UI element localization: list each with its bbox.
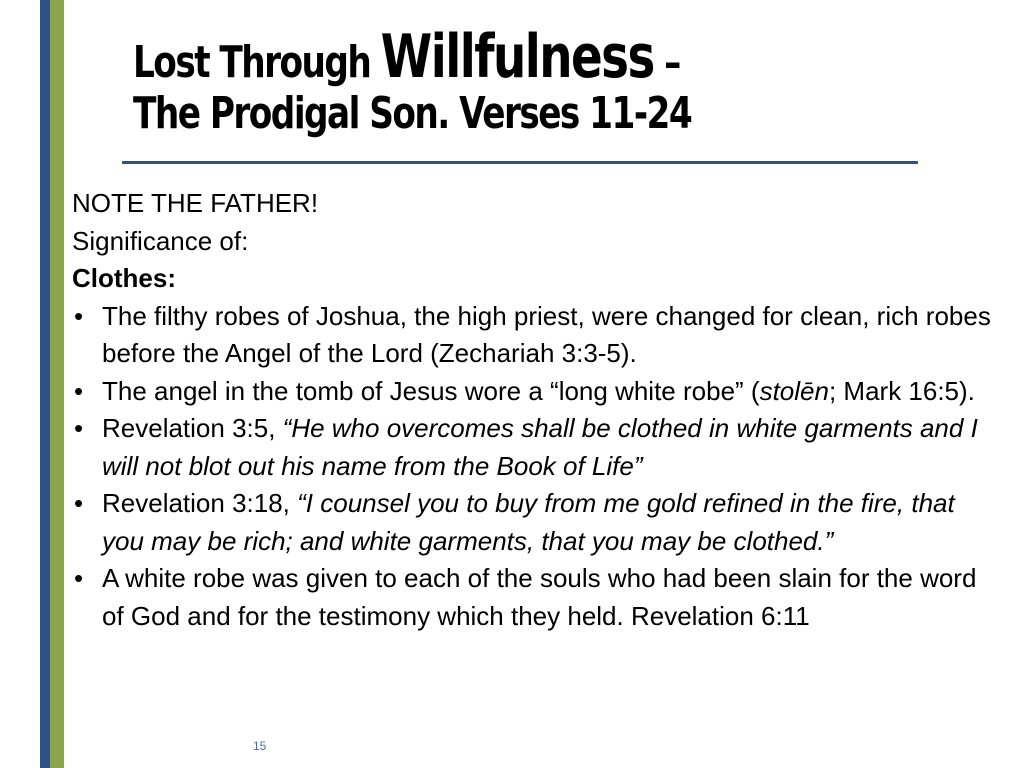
bullet-dot: • xyxy=(74,488,84,518)
title-line-1-start: Lost Through xyxy=(133,37,381,88)
heading-note-the-father: NOTE THE FATHER! xyxy=(72,188,319,218)
slide-title xyxy=(133,22,773,140)
bullet-item-revelation-3-18 xyxy=(72,485,1002,560)
bullet-italic-greek-word: stolēn xyxy=(759,375,829,406)
bullet-reference: Revelation 3:18, xyxy=(102,488,298,518)
bullet-dot: • xyxy=(74,413,84,443)
bullet-text: A white robe was given to each of the souls who had been slain for the word of God and for the testimony which they held. Revelation 6:11 xyxy=(102,563,977,631)
title-emphasis-word: Willfulness xyxy=(380,22,654,92)
bullet-dot: • xyxy=(74,375,84,406)
bullet-item-angel-tomb xyxy=(72,373,1002,411)
page-number: 15 xyxy=(253,739,267,753)
left-accent-bar-green xyxy=(50,0,64,768)
title-line-2: The Prodigal Son. Verses 11-24 xyxy=(133,88,692,139)
left-accent-bar-blue xyxy=(40,0,50,768)
bullet-italic-quote: “He who overcomes shall be clothed in white garments and I will not blot out his name from the Book of Life” xyxy=(102,413,978,481)
heading-significance: Significance of: xyxy=(72,225,249,256)
bullet-dot: • xyxy=(74,300,84,331)
bullet-italic-quote: “I counsel you to buy from me gold refined in the fire, that you may be rich; and white garments, that you may be clothed.” xyxy=(102,488,955,556)
bullet-list xyxy=(72,298,1002,636)
title-underline-rule xyxy=(122,161,918,164)
bullet-text-end: ; Mark 16:5). xyxy=(828,375,975,406)
slide-body xyxy=(72,185,1002,635)
bullet-text: The angel in the tomb of Jesus wore a “long white robe” ( xyxy=(102,375,760,406)
bullet-text: The filthy robes of Joshua, the high priest, were changed for clean, rich robes before the Angel of the Lord (Zechariah 3:3-5). xyxy=(102,300,991,368)
title-line-1-dash: – xyxy=(653,37,680,88)
heading-clothes: Clothes: xyxy=(72,263,176,293)
bullet-item-revelation-3-5 xyxy=(72,410,1002,485)
title-line-1 xyxy=(133,22,773,92)
bullet-item-white-robe xyxy=(72,560,1002,635)
bullet-reference: Revelation 3:5, xyxy=(102,413,283,443)
bullet-dot: • xyxy=(74,563,84,593)
bullet-item-joshua xyxy=(72,298,1002,373)
